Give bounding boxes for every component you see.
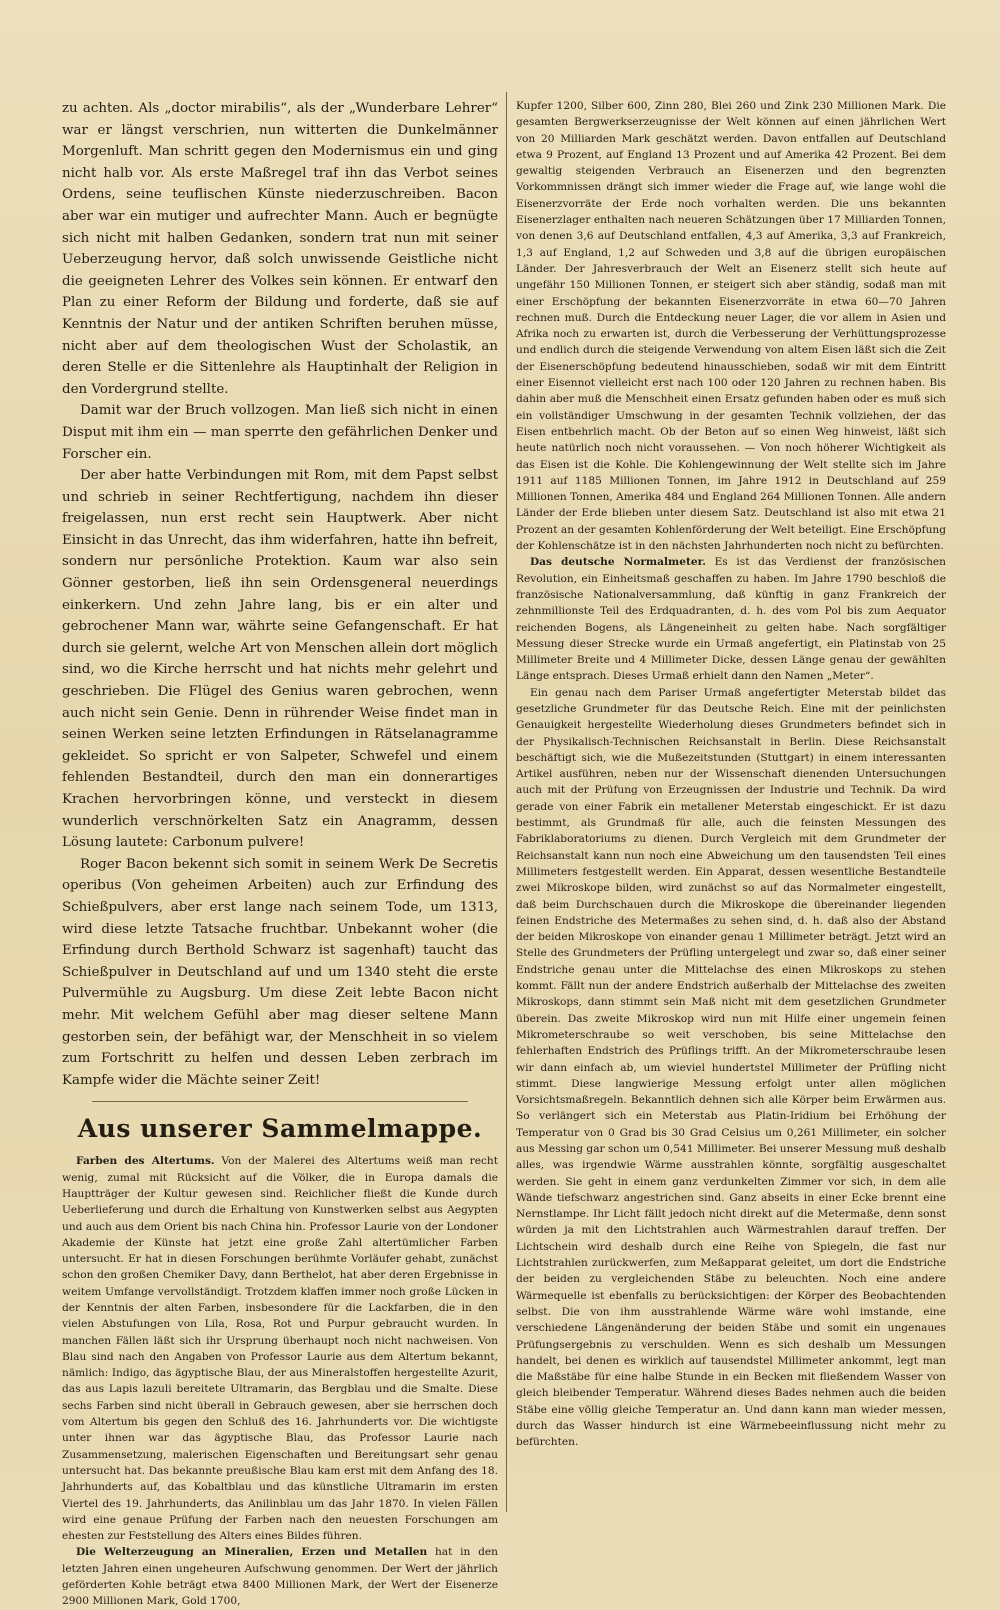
section-heading: Aus unserer Sammelmappe. [77, 1114, 483, 1144]
note-lead: Das deutsche Normalmeter. [530, 556, 706, 569]
note-text: hat in den letzten Jahren einen ungeheuren Aufschwung genommen. Der Wert der jährlich geförderten Kohle beträgt etwa 8400 Millionen Mark, der Wert der Eisenerze 2900 Millionen Mark, Gold 1700, [62, 1546, 498, 1608]
notes-right [516, 98, 946, 1451]
section-rule [92, 1101, 468, 1102]
note-paragraph [516, 554, 946, 684]
note-paragraph [516, 685, 946, 1451]
note-text: Ein genau nach dem Pariser Urmaß angefertigter Meterstab bildet das gesetzliche Grundmeter für das Deutsche Reich. Eine mit der peinlichsten Genauigkeit hergestellte Wiederholung dieses Grundmeters befindet sich in der Physikalisch-Technischen Reichsanstalt in Berlin. Diese Reichsanstalt beschäftigt sich, wie die Mußezeitstunden (Stuttgart) in einem interessanten Artikel ausführen, neben nur der Wissenschaft dienenden Untersuchungen auch mit der Prüfung von Erzeugnissen der Industrie und Technik. Da wird gerade von einer Fabrik ein metallener Meterstab eingeschickt. Er ist dazu bestimmt, als Grundmaß für alle, auch die feinsten Messungen des Fabriklaboratoriums zu dienen. Durch Vergleich mit dem Grundmeter der Reichsanstalt kann nun noch eine Abweichung um den tausendsten Teil eines Millimeters festgestellt werden. Ein Apparat, dessen wesentliche Bestandteile zwei Mikroskope bilden, wird zunächst so auf das Normalmeter eingestellt, daß beim Durchschauen durch die Mikroskope die übereinander liegenden feinen Endstriche des Metermaßes zu sehen sind, d. h. daß also der Abstand der beiden Mikroskope von einander genau 1 Millimeter beträgt. Jetzt wird an Stelle des Grundmeters der Prüfling untergelegt und zwar so, daß einer seiner Endstriche genau unter die Mittelachse des einen Mikroskops zu stehen kommt. Fällt nun der andere Endstrich außerhalb der Mittelachse des zweiten Mikroskops, dann stimmt sein Maß nicht mit dem gesetzlichen Grundmeter überein. Das zweite Mikroskop wird nun mit Hilfe einer ungemein feinen Mikrometerschraube so weit verschoben, bis seine Mittelachse den fehlerhaften Endstrich des Prüflings trifft. An der Mikrometerschraube lesen wir dann einfach ab, um wieviel hundertstel Millimeter der Prüfling nicht stimmt. Diese langwierige Messung erfolgt unter allen möglichen Vorsichtsmaßregeln. Bekanntlich dehnen sich alle Körper beim Erwärmen aus. So verlängert sich ein Meterstab aus Platin-Iridium bei Erhöhung der Temperatur von 0 Grad bis 30 Grad Celsius um 0,261 Millimeter, ein solcher aus Messing gar schon um 0,541 Millimeter. Bei unserer Messung muß deshalb alles, was irgendwie Wärme ausstrahlen könnte, sorgfältig ausgeschaltet werden. Sie geht in einem ganz verdunkelten Zimmer vor sich, in dem alle Wände tiefschwarz angestrichen sind. Ganz abseits in einer Ecke brennt eine Nernstlampe. Ihr Licht fällt jedoch nicht direkt auf die Metermaße, denn sonst würden ja mit den Lichtstrahlen auch Wärmestrahlen darauf treffen. Der Lichtschein wird deshalb durch eine Reihe von Spiegeln, die fast nur Lichtstrahlen zurückwerfen, zum Meßapparat geleitet, um dort die Endstriche der beiden zu vergleichenden Stäbe zu beleuchten. Noch eine andere Wärmequelle ist ebenfalls zu berücksichtigen: der Körper des Beobachtenden selbst. Die von ihm ausstrahlende Wärme wäre wohl imstande, eine verschiedene Längenänderung der beiden Stäbe und somit ein ungenaues Prüfungsergebnis zu verschulden. Wenn es sich deshalb um Messungen handelt, bei denen es wirklich auf tausendstel Millimeter ankommt, legt man die Maßstäbe für eine halbe Stunde in ein Becken mit fließendem Wasser von gleich bleibender Temperatur. Während dieses Bades nehmen auch die beiden Stäbe eine völlig gleiche Temperatur an. Und dann kann man wieder messen, durch das Wasser hindurch ist eine Wärmebeeinflussung nicht mehr zu befürchten. [516, 686, 946, 1449]
essay-paragraph: Der aber hatte Verbindungen mit Rom, mit dem Papst selbst und schrieb in seiner Rechtfertigung, nachdem ihn dieser freigelassen, nun erst recht sein Hauptwerk. Aber nicht Einsicht in das Unrecht, das ihm widerfahren, hatte ihn befreit, sondern nur persönliche Protektion. Kaum war also sein Gönner gestorben, ließ ihn sein Ordensgeneral neuerdings einkerkern. Und zehn Jahre lang, bis er ein alter und gebrochener Mann war, währte seine Gefangenschaft. Er hat durch sie gelernt, welche Art von Menschen allein dort möglich sind, wo die Kirche herrscht und hat nichts mehr gelehrt und geschrieben. Die Flügel des Genius waren gebrochen, wenn auch nicht sein Genie. Denn in rührender Weise findet man in seinen Werken seine letzten Erfindungen in Rätselanagramme gekleidet. So spricht er von Salpeter, Schwefel und einem fehlenden Bestandteil, durch den man ein donnerartiges Krachen hervorbringen könne, und versteckt in diesem wunderlich verschnörkelten Satz ein Anagramm, dessen Lösung lautete: Carbonum pulvere! [62, 468, 498, 851]
essay-paragraph: Roger Bacon bekennt sich somit in seinem Werk De Secretis operibus (Von geheimen Arbeiten) auch zur Erfindung des Schießpulvers, aber erst lange nach seinem Tode, um 1313, wird diese letzte Tatsache fruchtbar. Unbekannt woher (die Erfindung durch Berthold Schwarz ist sagenhaft) taucht das Schießpulver in Deutschland auf und um 1340 steht die erste Pulvermühle zu Augsburg. Um diese Zeit lebte Bacon nicht mehr. Mit welchem Gefühl aber mag dieser seltene Mann gestorben sein, der befähigt war, der Menschheit in so vielem zum Fortschritt zu helfen und dessen Leben zerbrach im Kampfe wider die Mächte seiner Zeit! [62, 856, 498, 1088]
essay-text [62, 98, 498, 1091]
left-column [62, 98, 498, 1608]
note-paragraph [62, 1544, 498, 1609]
column-divider [506, 92, 507, 1512]
essay-paragraph: Damit war der Bruch vollzogen. Man ließ sich nicht in einen Disput mit ihm ein — man sperrte den gefährlichen Denker und Forscher ein. [62, 403, 498, 462]
essay-paragraph: zu achten. Als „doctor mirabilis“, als der „Wunderbare Lehrer“ war er längst verschrien, nun witterten die Dunkelmänner Morgenluft. Man schritt gegen den Modernismus ein und ging nicht halb vor. Als erste Maßregel traf ihn das Verbot seines Ordens, seine teuflischen Künste niederzuschreiben. Bacon aber war ein mutiger und aufrechter Mann. Auch er begnügte sich nicht mit halben Gedanken, sondern trat nun mit seiner Ueberzeugung hervor, daß solch unwissende Geistliche nicht die geeigneten Lehrer des Volkes sein können. Er entwarf den Plan zu einer Reform der Bildung und forderte, daß sie auf Kenntnis der Natur und der antiken Schriften beruhen müsse, nicht aber auf dem theologischen Wust der Scholastik, an deren Stelle er die Sittenlehre als Hauptinhalt der Religion in den Vordergrund stellte. [62, 101, 498, 397]
note-lead: Die Welterzeugung an Mineralien, Erzen und Metallen [76, 1546, 428, 1559]
note-text: Es ist das Verdienst der französischen Revolution, ein Einheitsmaß geschaffen zu haben. Im Jahre 1790 beschloß die französische Nationalversammlung, daß künftig in ganz Frankreich der zehnmillionste Teil des Erdquadranten, d. h. des vom Pol bis zum Aequator reichenden Bogens, als Längeneinheit zu gelten habe. Nach sorgfältiger Messung dieser Strecke wurde ein Urmaß angefertigt, ein Platinstab von 25 Millimeter Breite und 4 Millimeter Dicke, dessen Länge genau der gewählten Länge entsprach. Dieses Urmaß erhielt dann den Namen „Meter“. [516, 556, 946, 683]
note-lead: Farben des Altertums. [76, 1155, 215, 1168]
note-text: Kupfer 1200, Silber 600, Zinn 280, Blei 260 und Zink 230 Millionen Mark. Die gesamten Bergwerkserzeugnisse der Welt können auf einen jährlichen Wert von 20 Milliarden Mark geschätzt werden. Davon entfallen auf Deutschland etwa 9 Prozent, auf England 13 Prozent und auf Amerika 42 Prozent. Bei dem gewaltig steigenden Verbrauch an Eisenerzen und den begrenzten Vorkommnissen drängt sich immer wieder die Frage auf, wie lange wohl die Eisenerzvorräte der Erde noch vorhalten werden. Die uns bekannten Eisenerzlager enthalten nach neueren Schätzungen über 17 Milliarden Tonnen, von denen 3,6 auf Deutschland entfallen, 4,3 auf Amerika, 3,3 auf Frankreich, 1,3 auf England, 1,2 auf Schweden und 3,8 auf die übrigen europäischen Länder. Der Jahresverbrauch der Welt an Eisenerz stellt sich heute auf ungefähr 150 Millionen Tonnen, er steigert sich aber ständig, sodaß man mit einer Erschöpfung der bekannten Eisenerzvorräte in etwa 60—70 Jahren rechnen muß. Durch die Entdeckung neuer Lager, die vor allem in Asien und Afrika noch zu erwarten ist, durch die Verbesserung der Verhüttungsprozesse und endlich durch die steigende Verwendung von altem Eisen läßt sich die Zeit der Eisenerschöpfung bedeutend hinausschieben, sodaß wir mit dem Eintritt einer Eisennot vielleicht erst nach 100 oder 120 Jahren zu rechnen haben. Bis dahin aber muß die Menschheit einen Ersatz gefunden haben oder es muß sich ein vollständiger Umschwung in der gesamten Technik vollziehen, der das Eisen entbehrlich macht. Ob der Beton auf so einen Weg hinweist, läßt sich heute natürlich noch nicht voraussehen. — Von noch höherer Wichtigkeit als das Eisen ist die Kohle. Die Kohlengewinnung der Welt stellte sich im Jahre 1911 auf 1185 Millionen Tonnen, im Jahre 1912 in Deutschland auf 259 Millionen Tonnen, Amerika 484 und England 264 Millionen Tonnen. Alle andern Länder der Erde blieben unter diesem Satz. Deutschland ist also mit etwa 21 Prozent an der gesamten Kohlenförderung der Welt beteiligt. Eine Erschöpfung der Kohlenschätze ist in den nächsten Jahrhunderten noch nicht zu befürchten. [516, 100, 946, 553]
note-paragraph [516, 98, 946, 554]
notes-left [62, 1153, 498, 1609]
note-text: Von der Malerei des Altertums weiß man recht wenig, zumal mit Rücksicht auf die Völker, die in Europa damals die Hauptträger der Kultur gewesen sind. Reichlicher fließt die Kunde durch Ueberlieferung und durch die Erhaltung von Kunstwerken selbst aus Aegypten und auch aus dem Orient bis nach China hin. Professor Laurie von der Londoner Akademie der Künste hat jetzt eine große Zahl altertümlicher Farben untersucht. Er hat in diesen Forschungen berühmte Vorläufer gehabt, zunächst schon den großen Chemiker Davy, dann Berthelot, hat aber deren Ergebnisse in weitem Umfange vervollständigt. Trotzdem klaffen immer noch große Lücken in der Kenntnis der alten Farben, insbesondere für die Lackfarben, die in den vielen Abstufungen von Lila, Rosa, Rot und Purpur gebraucht wurden. In manchen Fällen läßt sich ihr Ursprung überhaupt noch nicht nachweisen. Von Blau sind nach den Angaben von Professor Laurie aus dem Altertum bekannt, nämlich: Indigo, das ägyptische Blau, der aus Mineralstoffen hergestellte Azurit, das aus Lapis lazuli bereitete Ultramarin, das Bergblau und die Smalte. Diese sechs Farben sind nicht überall in Gebrauch gewesen, aber sie herrschen doch vom Altertum bis gegen den Schluß des 16. Jahrhunderts vor. Die wichtigste unter ihnen war das ägyptische Blau, das Professor Laurie nach Zusammensetzung, malerischen Eigenschaften und Bereitungsart sehr genau untersucht hat. Das bekannte preußische Blau kam erst mit dem Anfang des 18. Jahrhunderts auf, das Kobaltblau und das künstliche Ultramarin im ersten Viertel des 19. Jahrhunderts, das Anilinblau um das Jahr 1870. In vielen Fällen wird eine genaue Prüfung der Farben nach den neuesten Forschungen am ehesten zur Feststellung des Alters eines Bildes führen. [62, 1155, 498, 1543]
right-column [516, 98, 946, 1508]
note-paragraph [62, 1153, 498, 1544]
